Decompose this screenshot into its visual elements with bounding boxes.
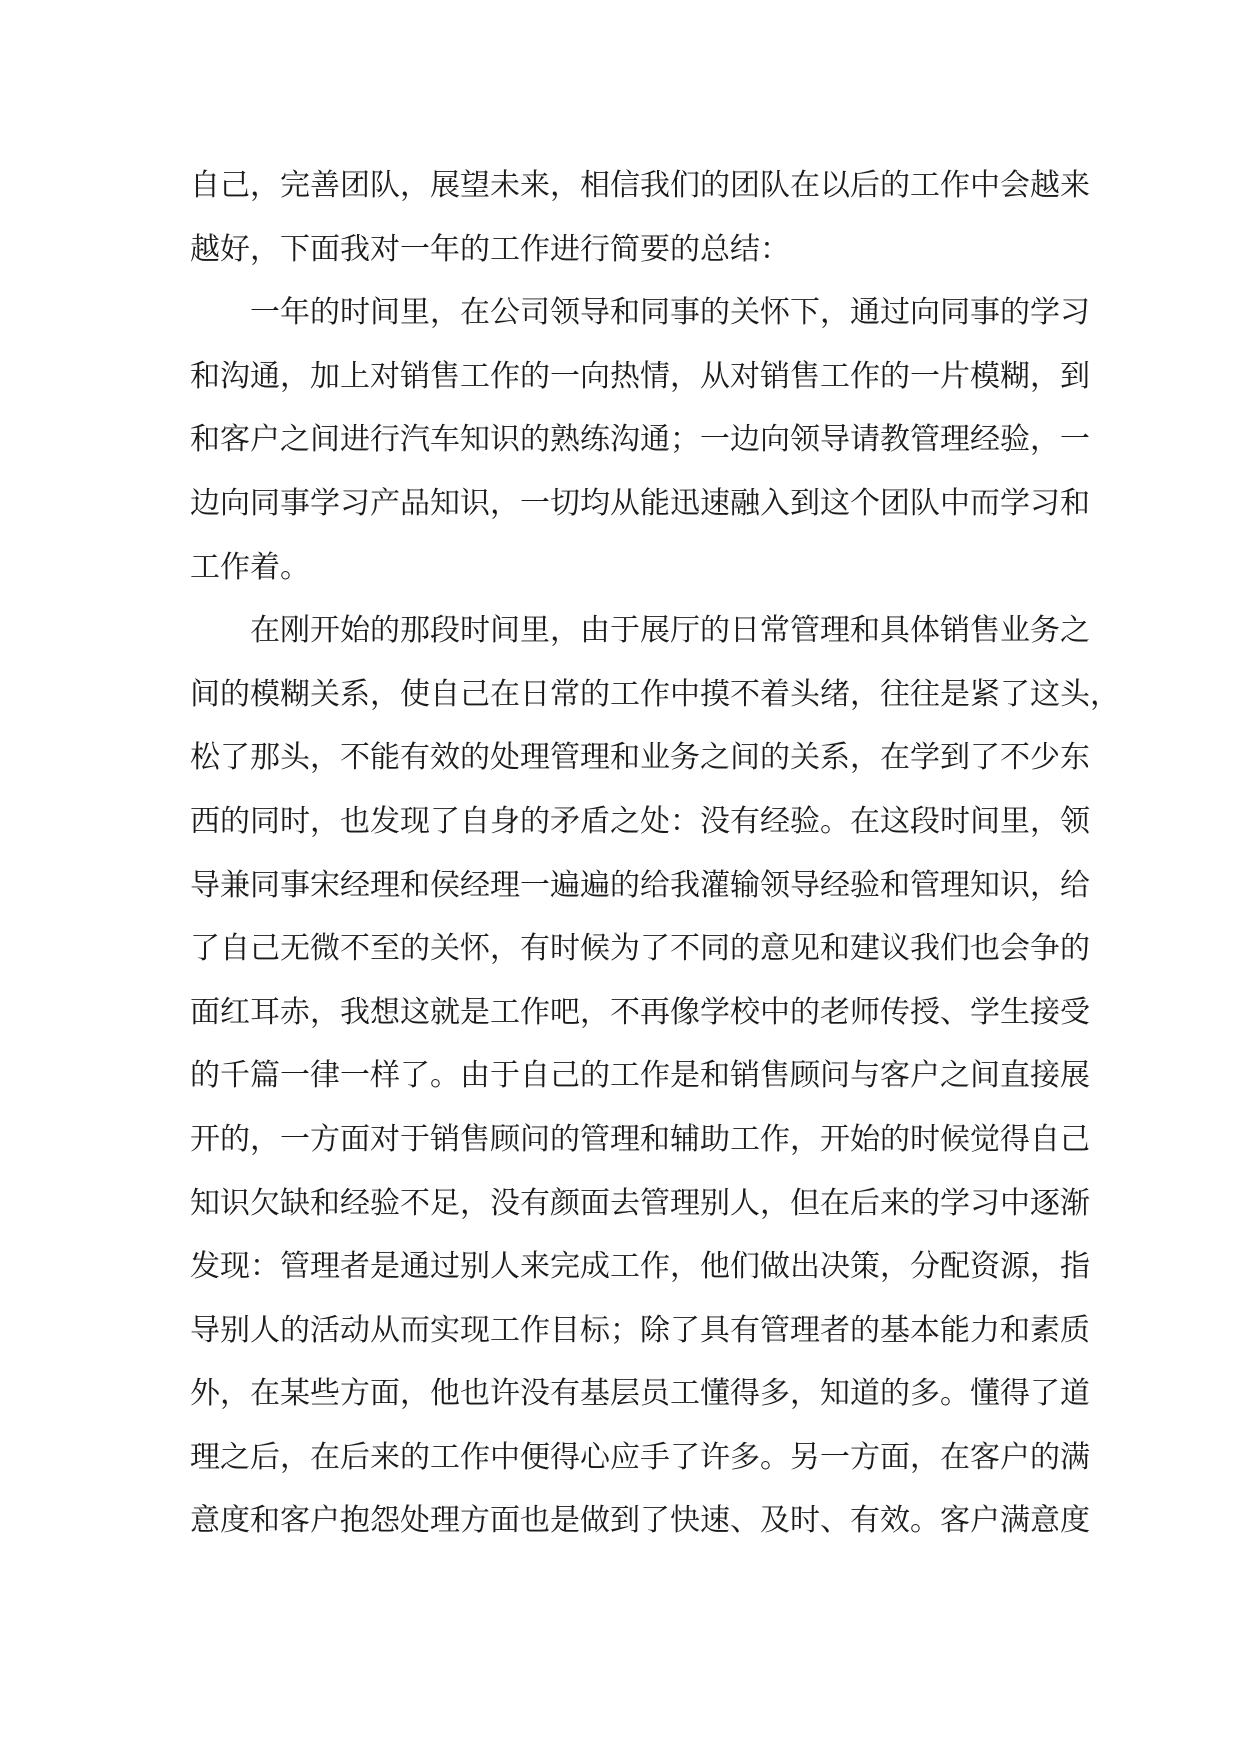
text-line: 西的同时，也发现了自身的矛盾之处：没有经验。在这段时间里，领 [190, 803, 1090, 839]
text-line: 越好，下面我对一年的工作进行简要的总结： [190, 231, 790, 267]
text-line: 自己，完善团队，展望未来，相信我们的团队在以后的工作中会越来 [190, 168, 1090, 203]
text-line: 了自己无微不至的关怀，有时候为了不同的意见和建议我们也会争的 [190, 931, 1090, 967]
text-line: 和客户之间进行汽车知识的熟练沟通；一边向领导请教管理经验，一 [190, 422, 1090, 458]
text-line: 的千篇一律一样了。由于自己的工作是和销售顾问与客户之间直接展 [190, 1058, 1090, 1094]
text-line: 外，在某些方面，他也许没有基层员工懂得多，知道的多。懂得了道 [190, 1376, 1090, 1412]
text-line: 边向同事学习产品知识，一切均从能迅速融入到这个团队中而学习和 [190, 485, 1090, 521]
text-line: 间的模糊关系，使自己在日常的工作中摸不着头绪，往往是紧了这头， [190, 676, 1120, 712]
text-line: 松了那头，不能有效的处理管理和业务之间的关系，在学到了不少东 [190, 740, 1090, 776]
paragraph-first-line: 在刚开始的那段时间里，由于展厅的日常管理和具体销售业务之 [250, 613, 1090, 649]
text-line: 开的，一方面对于销售顾问的管理和辅助工作，开始的时候觉得自己 [190, 1121, 1090, 1157]
text-line: 知识欠缺和经验不足，没有颜面去管理别人，但在后来的学习中逐渐 [190, 1185, 1090, 1221]
text-line: 意度和客户抱怨处理方面也是做到了快速、及时、有效。客户满意度 [190, 1503, 1090, 1539]
text-line: 导别人的活动从而实现工作目标；除了具有管理者的基本能力和素质 [190, 1312, 1090, 1348]
text-line: 发现：管理者是通过别人来完成工作，他们做出决策，分配资源，指 [190, 1249, 1090, 1285]
body-text [190, 154, 1120, 1553]
text-line: 和沟通，加上对销售工作的一向热情，从对销售工作的一片模糊，到 [190, 358, 1090, 394]
paragraph-first-line: 一年的时间里，在公司领导和同事的关怀下，通过向同事的学习 [250, 295, 1090, 331]
text-line: 理之后，在后来的工作中便得心应手了许多。另一方面，在客户的满 [190, 1439, 1090, 1475]
text-line: 导兼同事宋经理和侯经理一遍遍的给我灌输领导经验和管理知识，给 [190, 867, 1090, 903]
text-line: 面红耳赤，我想这就是工作吧，不再像学校中的老师传授、学生接受 [190, 994, 1090, 1030]
text-line: 工作着。 [190, 549, 310, 585]
